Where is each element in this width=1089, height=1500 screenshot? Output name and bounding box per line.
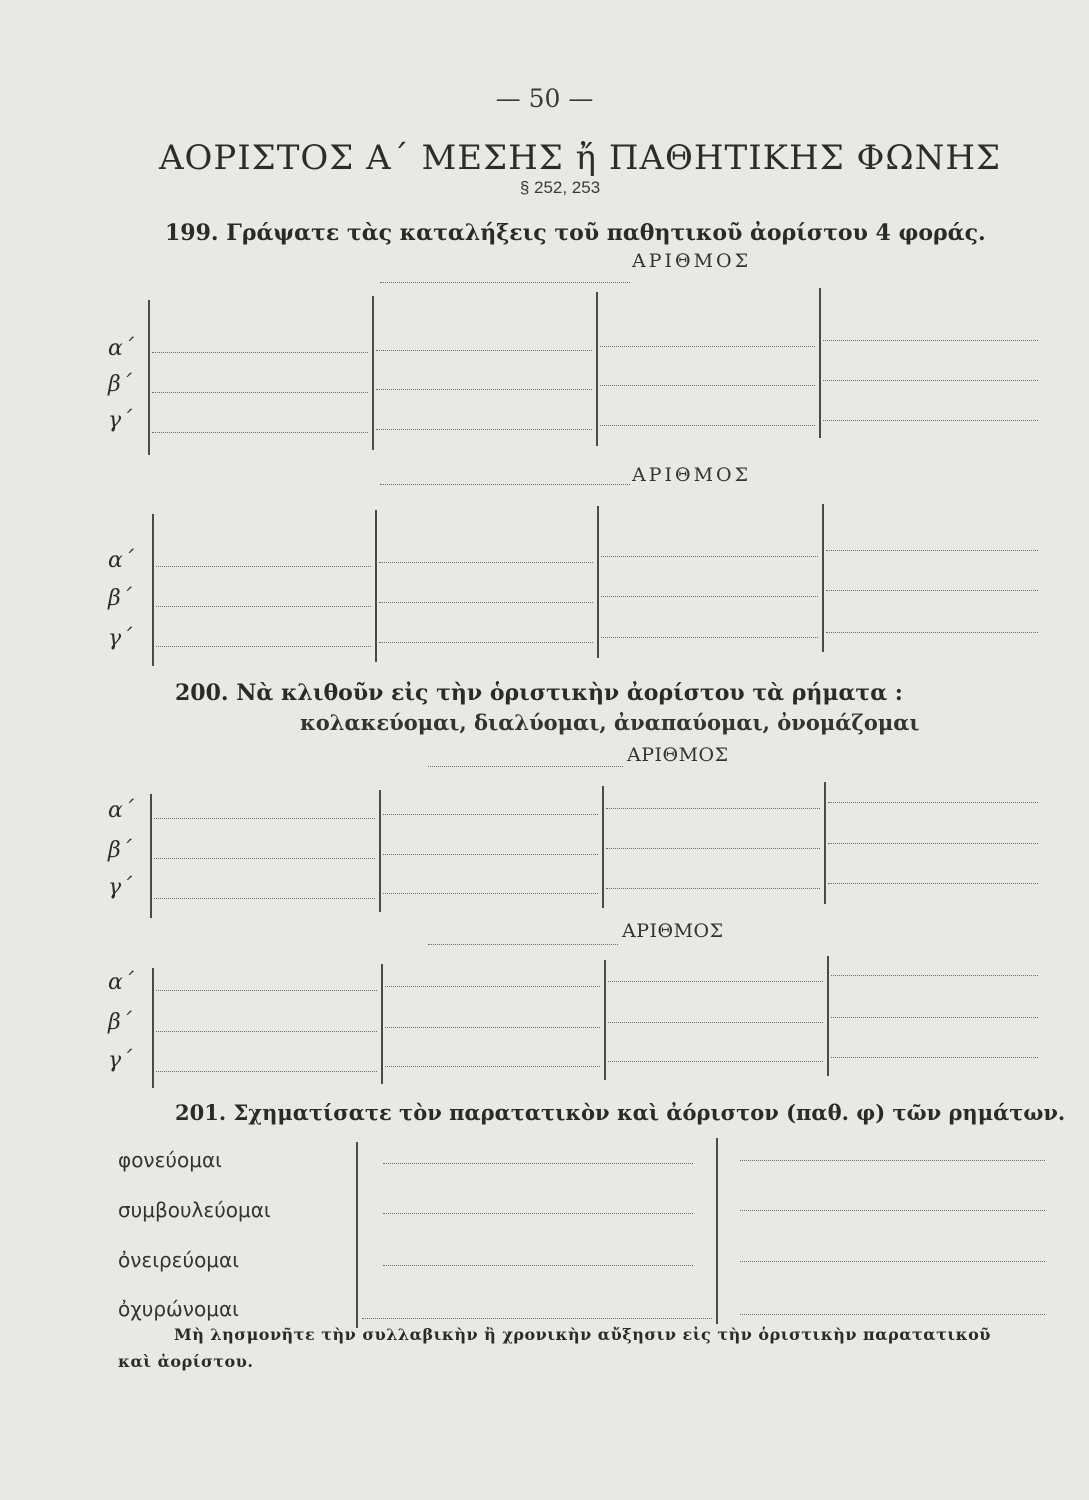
- answer-line: [379, 562, 593, 563]
- answer-line: [823, 340, 1038, 341]
- heading-dotted-line: [380, 282, 630, 283]
- page-number: — 50 —: [495, 84, 594, 113]
- answer-line: [383, 893, 598, 894]
- answer-line: [740, 1210, 1045, 1211]
- column-divider: [597, 506, 599, 658]
- answer-line: [156, 1071, 377, 1072]
- column-divider: [604, 960, 606, 1080]
- answer-line: [362, 1318, 712, 1319]
- answer-line: [606, 848, 820, 849]
- column-divider: [356, 1142, 358, 1328]
- row-label-alpha: α΄: [108, 336, 134, 361]
- answer-line: [828, 802, 1038, 803]
- answer-line: [601, 556, 818, 557]
- column-divider: [375, 510, 377, 662]
- column-divider: [379, 790, 381, 912]
- answer-line: [608, 981, 823, 982]
- row-label-beta: β΄: [108, 838, 132, 863]
- column-divider: [152, 514, 154, 666]
- answer-line: [383, 814, 598, 815]
- column-divider: [372, 296, 374, 450]
- answer-line: [608, 1061, 823, 1062]
- heading-dotted-line: [380, 484, 630, 485]
- answer-line: [379, 642, 593, 643]
- heading-dotted-line: [428, 944, 618, 945]
- column-divider: [148, 300, 150, 455]
- answer-line: [154, 818, 375, 819]
- answer-line: [740, 1160, 1045, 1161]
- answer-line: [156, 606, 371, 607]
- column-divider: [602, 786, 604, 908]
- answer-line: [383, 854, 598, 855]
- column-divider: [152, 968, 154, 1088]
- answer-line: [606, 808, 820, 809]
- answer-line: [156, 646, 371, 647]
- answer-line: [385, 1027, 600, 1028]
- row-label-beta: β΄: [108, 372, 132, 397]
- verb-label: συμβουλεύομαι: [118, 1198, 271, 1222]
- answer-line: [828, 843, 1038, 844]
- answer-line: [152, 392, 368, 393]
- verb-label: φονεύομαι: [118, 1148, 222, 1172]
- column-divider: [716, 1138, 718, 1324]
- answer-line: [823, 380, 1038, 381]
- column-divider: [827, 956, 829, 1076]
- column-divider: [596, 292, 598, 446]
- answer-line: [154, 898, 375, 899]
- answer-line: [606, 888, 820, 889]
- column-divider: [824, 782, 826, 904]
- number-heading: ΑΡΙΘΜΟΣ: [627, 744, 729, 766]
- row-label-beta: β΄: [108, 1010, 132, 1035]
- answer-line: [600, 385, 815, 386]
- answer-line: [600, 346, 815, 347]
- answer-line: [379, 602, 593, 603]
- number-heading: ΑΡΙΘΜΟΣ: [622, 920, 724, 942]
- row-label-alpha: α΄: [108, 970, 134, 995]
- row-label-gamma: γ΄: [108, 875, 133, 900]
- answer-line: [826, 550, 1038, 551]
- row-label-gamma: γ΄: [108, 1048, 133, 1073]
- answer-line: [831, 1017, 1038, 1018]
- exercise-201-instruction: 201. Σχηματίσατε τὸν παρατατικὸν καὶ ἀόριστον (παθ. φ) τῶν ρημάτων.: [175, 1100, 1066, 1125]
- answer-line: [826, 632, 1038, 633]
- answer-line: [600, 425, 815, 426]
- answer-line: [156, 1031, 377, 1032]
- answer-line: [601, 637, 818, 638]
- verb-label: ὀχυρώνομαι: [118, 1297, 239, 1321]
- answer-line: [823, 420, 1038, 421]
- answer-line: [826, 590, 1038, 591]
- row-label-alpha: α΄: [108, 548, 134, 573]
- answer-line: [828, 883, 1038, 884]
- verb-label: ὀνειρεύομαι: [118, 1248, 239, 1272]
- answer-line: [831, 1057, 1038, 1058]
- answer-line: [156, 990, 377, 991]
- column-divider: [150, 794, 152, 918]
- answer-line: [154, 858, 375, 859]
- answer-line: [383, 1213, 693, 1214]
- heading-dotted-line: [428, 766, 623, 767]
- answer-line: [740, 1314, 1045, 1315]
- answer-line: [740, 1261, 1045, 1262]
- number-heading: ΑΡΙΘΜΟΣ: [632, 250, 752, 272]
- answer-line: [831, 975, 1038, 976]
- row-label-alpha: α΄: [108, 798, 134, 823]
- answer-line: [156, 566, 371, 567]
- footnote-line-2: καὶ ἀορίστου.: [118, 1352, 254, 1371]
- row-label-gamma: γ΄: [108, 408, 133, 433]
- exercise-200-instruction: 200. Νὰ κλιθοῦν εἰς τὴν ὁριστικὴν ἀορίστου τὰ ρήματα :: [175, 680, 903, 706]
- answer-line: [383, 1265, 693, 1266]
- number-heading: ΑΡΙΘΜΟΣ: [632, 464, 752, 486]
- answer-line: [152, 352, 368, 353]
- column-divider: [381, 964, 383, 1084]
- row-label-beta: β΄: [108, 586, 132, 611]
- exercise-200-verbs: κολακεύομαι, διαλύομαι, ἀναπαύομαι, ὀνομάζομαι: [300, 710, 920, 735]
- exercise-199-instruction: 199. Γράψατε τὰς καταλήξεις τοῦ παθητικοῦ ἀορίστου 4 φοράς.: [165, 220, 986, 246]
- answer-line: [152, 432, 368, 433]
- answer-line: [376, 350, 592, 351]
- column-divider: [822, 504, 824, 652]
- section-reference: § 252, 253: [519, 178, 601, 197]
- row-label-gamma: γ΄: [108, 626, 133, 651]
- page-title: ΑΟΡΙΣΤΟΣ Α΄ ΜΕΣΗΣ ἤ ΠΑΘΗΤΙΚΗΣ ΦΩΝΗΣ: [158, 138, 1002, 178]
- answer-line: [376, 429, 592, 430]
- answer-line: [385, 986, 600, 987]
- answer-line: [608, 1022, 823, 1023]
- answer-line: [383, 1163, 693, 1164]
- answer-line: [376, 389, 592, 390]
- column-divider: [819, 288, 821, 438]
- answer-line: [601, 596, 818, 597]
- footnote-line-1: Μὴ λησμονῆτε τὴν συλλαβικὴν ἢ χρονικὴν αὔξησιν εἰς τὴν ὁριστικὴν παρατατικοῦ: [174, 1325, 991, 1344]
- answer-line: [385, 1066, 600, 1067]
